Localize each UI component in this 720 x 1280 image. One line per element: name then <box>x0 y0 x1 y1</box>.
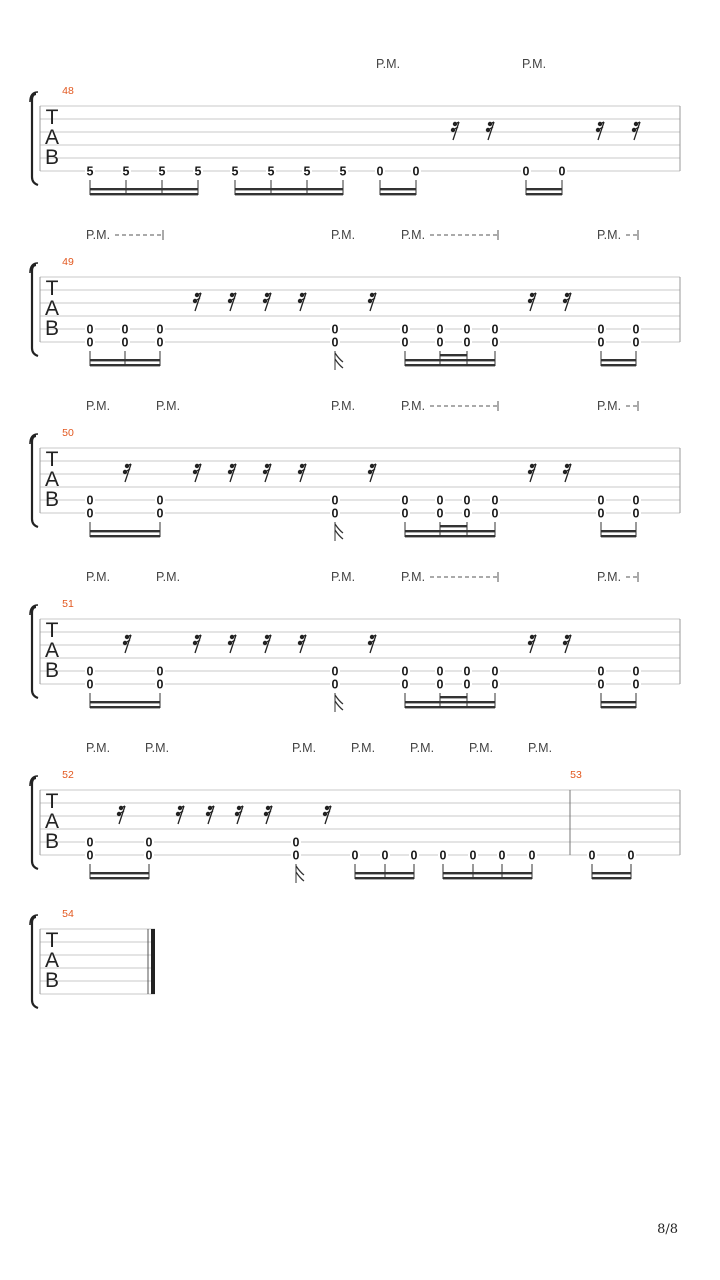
fret-number: 0 <box>463 335 471 350</box>
sixteenth-rest <box>228 293 236 311</box>
fret-number: 0 <box>597 322 605 337</box>
fret-number: 0 <box>156 506 164 521</box>
fret-number: 0 <box>436 664 444 679</box>
fret-number: 0 <box>292 835 300 850</box>
sixteenth-rest <box>528 293 536 311</box>
fret-number: 0 <box>121 322 129 337</box>
palm-mute-label: P.M. <box>291 741 317 755</box>
fret-number: 0 <box>597 335 605 350</box>
beam <box>601 359 636 361</box>
fret-number: 0 <box>597 493 605 508</box>
tab-system <box>30 908 155 1008</box>
fret-number: 0 <box>498 848 506 863</box>
sixteenth-rest <box>632 122 640 140</box>
tab-system <box>30 741 680 883</box>
sixteenth-rest <box>263 464 271 482</box>
system-bracket <box>32 94 38 185</box>
flagged-note <box>330 494 343 542</box>
fret-number: 0 <box>627 848 635 863</box>
palm-mute-label: P.M. <box>596 570 622 584</box>
sixteenth-rest <box>596 122 604 140</box>
fret-number: 0 <box>463 506 471 521</box>
beam <box>592 877 631 879</box>
tab-clef-letter: B <box>44 969 60 992</box>
fret-number: 0 <box>436 677 444 692</box>
fret-number: 0 <box>401 677 409 692</box>
fret-number: 0 <box>145 848 153 863</box>
fret-number: 0 <box>491 677 499 692</box>
sixteenth-rest <box>486 122 494 140</box>
beam <box>235 193 343 195</box>
tab-clef-letter: B <box>44 488 60 511</box>
fret-number: 0 <box>597 677 605 692</box>
fret-number: 0 <box>491 322 499 337</box>
tab-clef-letter: B <box>44 830 60 853</box>
beam <box>380 188 416 190</box>
note-group <box>438 849 537 880</box>
fret-number: 0 <box>522 164 530 179</box>
tab-clef-letter: A <box>44 297 60 320</box>
flagged-note <box>330 665 343 713</box>
beam <box>526 188 562 190</box>
fret-number: 0 <box>436 322 444 337</box>
fret-number: 0 <box>632 677 640 692</box>
fret-number: 0 <box>121 335 129 350</box>
sixteenth-rest <box>298 635 306 653</box>
beam <box>90 364 160 366</box>
sixteenth-rest <box>193 464 201 482</box>
tab-clef-letter: T <box>45 448 59 471</box>
palm-mute-label: P.M. <box>400 570 426 584</box>
tab-clef-letter: A <box>44 639 60 662</box>
fret-number: 0 <box>401 322 409 337</box>
flagged-note <box>330 323 343 371</box>
palm-mute-label: P.M. <box>400 228 426 242</box>
sixteenth-rest <box>206 806 214 824</box>
fret-number: 5 <box>267 164 275 179</box>
fret-number: 0 <box>331 506 339 521</box>
measure-number: 50 <box>62 427 74 439</box>
sixteenth-rest <box>298 293 306 311</box>
fret-number: 5 <box>122 164 130 179</box>
tab-clef-letter: T <box>45 277 59 300</box>
system-bracket <box>32 778 38 869</box>
beam <box>592 872 631 874</box>
fret-number: 0 <box>156 335 164 350</box>
sixteenth-rest <box>263 635 271 653</box>
fret-number: 0 <box>156 322 164 337</box>
fret-number: 0 <box>331 335 339 350</box>
fret-number: 0 <box>331 322 339 337</box>
beam <box>90 877 149 879</box>
sixteenth-rest <box>264 806 272 824</box>
tab-clef-letter: T <box>45 106 59 129</box>
palm-mute-label: P.M. <box>400 399 426 413</box>
measure-number: 52 <box>62 769 74 781</box>
beam <box>601 530 636 532</box>
note-group <box>230 165 348 196</box>
palm-mute-label: P.M. <box>330 228 356 242</box>
palm-mute-label: P.M. <box>596 399 622 413</box>
fret-number: 0 <box>410 848 418 863</box>
beam <box>90 872 149 874</box>
flagged-note <box>291 836 304 884</box>
fret-number: 0 <box>439 848 447 863</box>
sixteenth-rest <box>368 635 376 653</box>
sixteenth-rest <box>123 635 131 653</box>
tab-clef-letter: A <box>44 468 60 491</box>
beam <box>90 359 160 361</box>
fret-number: 0 <box>401 493 409 508</box>
beam <box>405 359 495 361</box>
beam <box>405 364 495 366</box>
palm-mute-label: P.M. <box>144 741 170 755</box>
beam <box>90 701 160 703</box>
tab-clef-letter: A <box>44 949 60 972</box>
fret-number: 0 <box>381 848 389 863</box>
sixteenth-rest <box>451 122 459 140</box>
fret-number: 0 <box>632 335 640 350</box>
palm-mute-label: P.M. <box>468 741 494 755</box>
fret-number: 0 <box>588 848 596 863</box>
beam <box>90 535 160 537</box>
fret-number: 0 <box>331 677 339 692</box>
fret-number: 0 <box>86 677 94 692</box>
fret-number: 0 <box>491 664 499 679</box>
fret-number: 0 <box>292 848 300 863</box>
sixteenth-rest <box>117 806 125 824</box>
fret-number: 0 <box>156 677 164 692</box>
sixteenth-rest <box>235 806 243 824</box>
sixteenth-rest <box>528 464 536 482</box>
fret-number: 0 <box>156 493 164 508</box>
sixteenth-rest <box>368 293 376 311</box>
sixteenth-rest <box>123 464 131 482</box>
note-group <box>375 165 421 196</box>
palm-mute-label: P.M. <box>330 570 356 584</box>
fret-number: 0 <box>632 322 640 337</box>
sixteenth-rest <box>176 806 184 824</box>
fret-number: 0 <box>401 664 409 679</box>
palm-mute-label: P.M. <box>155 399 181 413</box>
fret-number: 5 <box>158 164 166 179</box>
fret-number: 0 <box>463 493 471 508</box>
beam <box>235 188 343 190</box>
measure-number: 54 <box>62 908 74 920</box>
barline-final-thick <box>151 929 155 994</box>
sixteenth-rest <box>263 293 271 311</box>
page-number: 8/8 <box>657 1222 678 1237</box>
fret-number: 0 <box>86 493 94 508</box>
palm-mute-label: P.M. <box>375 57 401 71</box>
sixteenth-rest <box>193 293 201 311</box>
measure-number: 49 <box>62 256 74 268</box>
fret-number: 0 <box>463 322 471 337</box>
fret-number: 0 <box>86 322 94 337</box>
fret-number: 5 <box>86 164 94 179</box>
beam <box>601 701 636 703</box>
fret-number: 0 <box>632 506 640 521</box>
fret-number: 0 <box>145 835 153 850</box>
tab-clef-letter: B <box>44 146 60 169</box>
beam-inner <box>440 525 467 527</box>
fret-number: 0 <box>401 506 409 521</box>
fret-number: 0 <box>86 848 94 863</box>
fret-number: 5 <box>231 164 239 179</box>
tab-system <box>30 57 680 195</box>
beam <box>380 193 416 195</box>
fret-number: 0 <box>86 664 94 679</box>
beam <box>601 364 636 366</box>
beam <box>405 530 495 532</box>
sixteenth-rest <box>228 464 236 482</box>
beam <box>90 193 198 195</box>
fret-number: 0 <box>86 335 94 350</box>
tab-system <box>30 399 680 541</box>
fret-number: 0 <box>469 848 477 863</box>
system-bracket <box>32 436 38 527</box>
fret-number: 0 <box>632 493 640 508</box>
palm-mute-label: P.M. <box>350 741 376 755</box>
tab-system <box>30 570 680 712</box>
palm-mute-label: P.M. <box>155 570 181 584</box>
beam <box>443 872 532 874</box>
beam <box>355 872 414 874</box>
note-group <box>85 165 203 196</box>
fret-number: 0 <box>597 506 605 521</box>
beam <box>90 188 198 190</box>
fret-number: 5 <box>194 164 202 179</box>
tab-clef-letter: T <box>45 929 59 952</box>
sixteenth-rest <box>298 464 306 482</box>
beam <box>355 877 414 879</box>
fret-number: 0 <box>528 848 536 863</box>
fret-number: 0 <box>401 335 409 350</box>
fret-number: 0 <box>491 335 499 350</box>
fret-number: 0 <box>156 664 164 679</box>
fret-number: 0 <box>597 664 605 679</box>
palm-mute-label: P.M. <box>596 228 622 242</box>
sixteenth-rest <box>368 464 376 482</box>
fret-number: 0 <box>491 493 499 508</box>
palm-mute-label: P.M. <box>521 57 547 71</box>
beam <box>526 193 562 195</box>
tab-clef-letter: A <box>44 810 60 833</box>
palm-mute-label: P.M. <box>85 570 111 584</box>
system-bracket <box>32 917 38 1008</box>
fret-number: 0 <box>351 848 359 863</box>
beam <box>405 535 495 537</box>
measure-number: 48 <box>62 85 74 97</box>
fret-number: 0 <box>436 493 444 508</box>
palm-mute-label: P.M. <box>85 741 111 755</box>
palm-mute-label: P.M. <box>85 228 111 242</box>
fret-number: 0 <box>436 506 444 521</box>
sixteenth-rest <box>228 635 236 653</box>
fret-number: 0 <box>331 664 339 679</box>
measure-number: 53 <box>570 769 582 781</box>
sixteenth-rest <box>193 635 201 653</box>
palm-mute-label: P.M. <box>527 741 553 755</box>
fret-number: 0 <box>376 164 384 179</box>
system-bracket <box>32 265 38 356</box>
palm-mute-label: P.M. <box>85 399 111 413</box>
fret-number: 0 <box>86 506 94 521</box>
sixteenth-rest <box>563 464 571 482</box>
fret-number: 0 <box>632 664 640 679</box>
fret-number: 0 <box>86 835 94 850</box>
tab-clef-letter: A <box>44 126 60 149</box>
fret-number: 5 <box>303 164 311 179</box>
beam-inner <box>440 354 467 356</box>
fret-number: 0 <box>463 664 471 679</box>
tab-clef-letter: T <box>45 790 59 813</box>
fret-number: 0 <box>331 493 339 508</box>
sixteenth-rest <box>528 635 536 653</box>
beam <box>601 706 636 708</box>
beam-inner <box>440 696 467 698</box>
sixteenth-rest <box>563 635 571 653</box>
note-group <box>587 849 636 880</box>
fret-number: 0 <box>558 164 566 179</box>
tab-clef-letter: B <box>44 659 60 682</box>
tab-system <box>30 228 680 370</box>
note-group <box>350 849 419 880</box>
tab-clef-letter: B <box>44 317 60 340</box>
beam <box>405 706 495 708</box>
beam <box>90 706 160 708</box>
system-bracket <box>32 607 38 698</box>
fret-number: 0 <box>412 164 420 179</box>
palm-mute-label: P.M. <box>330 399 356 413</box>
fret-number: 5 <box>339 164 347 179</box>
fret-number: 0 <box>491 506 499 521</box>
beam <box>90 530 160 532</box>
palm-mute-label: P.M. <box>409 741 435 755</box>
beam <box>405 701 495 703</box>
measure-number: 51 <box>62 598 74 610</box>
sixteenth-rest <box>563 293 571 311</box>
tab-clef-letter: T <box>45 619 59 642</box>
note-group <box>521 165 567 196</box>
beam <box>443 877 532 879</box>
fret-number: 0 <box>436 335 444 350</box>
beam <box>601 535 636 537</box>
sixteenth-rest <box>323 806 331 824</box>
fret-number: 0 <box>463 677 471 692</box>
